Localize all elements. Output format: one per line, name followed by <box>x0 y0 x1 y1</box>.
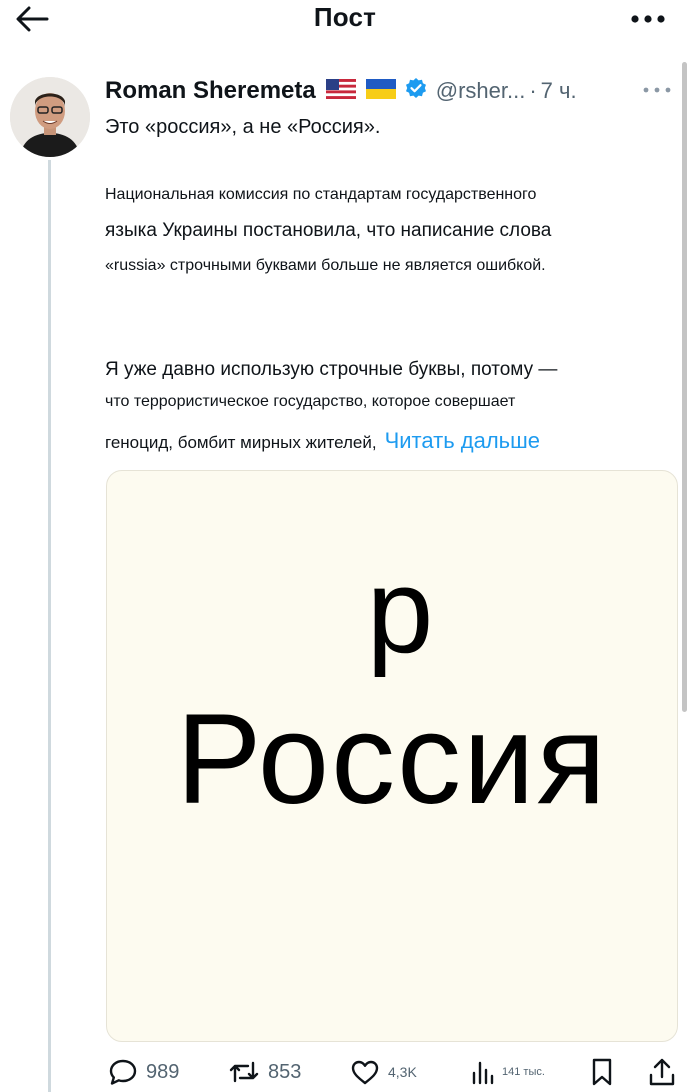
author-handle[interactable]: @rsher... <box>435 78 526 103</box>
verified-badge-icon <box>404 77 428 106</box>
media-letter: р <box>366 544 434 678</box>
reply-count: 989 <box>146 1060 180 1083</box>
share-icon <box>648 1057 676 1087</box>
top-bar <box>0 0 690 40</box>
avatar-photo <box>10 77 90 157</box>
retweet-count: 853 <box>268 1060 302 1083</box>
retweet-button[interactable] <box>228 1052 301 1092</box>
tweet-more-button[interactable] <box>640 80 674 100</box>
more-horizontal-icon <box>642 86 672 94</box>
us-flag-icon <box>326 79 356 104</box>
like-count: 4,3K <box>388 1064 417 1080</box>
tweet-text-line <box>105 428 540 454</box>
bookmark-button[interactable] <box>590 1052 614 1092</box>
more-horizontal-icon <box>630 14 666 24</box>
ukraine-flag-icon <box>366 79 396 104</box>
tweet-media-image[interactable] <box>106 470 678 1042</box>
tweet-text-line: языка Украины постановила, что написание слова <box>105 220 552 241</box>
tweet-text-line: что террористическое государство, которое совершает <box>105 393 516 410</box>
tweet-actions <box>100 1052 690 1092</box>
comment-icon <box>108 1058 138 1086</box>
more-options-button[interactable] <box>628 6 668 32</box>
bar-chart-icon <box>470 1059 496 1085</box>
tweet-time[interactable]: 7 ч. <box>540 78 577 103</box>
tweet-text-line: Национальная комиссия по стандартам государственного <box>105 186 537 203</box>
tweet-text-line: Это «россия», а не «Россия». <box>105 116 381 138</box>
author-name[interactable]: Roman Sheremeta <box>105 77 316 104</box>
like-button[interactable] <box>350 1052 417 1092</box>
page-title: Пост <box>313 2 377 32</box>
avatar[interactable] <box>10 77 90 157</box>
tweet-text-line: «russia» строчными буквами больше не является ошибкой. <box>105 257 546 274</box>
media-word: Россия <box>176 688 608 831</box>
views-button[interactable] <box>470 1052 545 1092</box>
separator-dot: · <box>529 78 537 103</box>
thread-line <box>48 160 51 1092</box>
share-button[interactable] <box>648 1052 676 1092</box>
read-more-link[interactable]: Читать дальше <box>384 428 541 453</box>
tweet-text-line: Я уже давно использую строчные буквы, потому — <box>105 359 558 380</box>
bookmark-icon <box>590 1057 614 1087</box>
heart-icon <box>350 1059 380 1085</box>
scrollbar[interactable] <box>682 62 687 712</box>
views-count: 141 тыс. <box>502 1066 545 1078</box>
tweet-text-segment: геноцид, бомбит мирных жителей, <box>105 433 377 452</box>
retweet-icon <box>228 1059 260 1085</box>
tweet-header <box>105 74 577 108</box>
reply-button[interactable] <box>108 1052 179 1092</box>
